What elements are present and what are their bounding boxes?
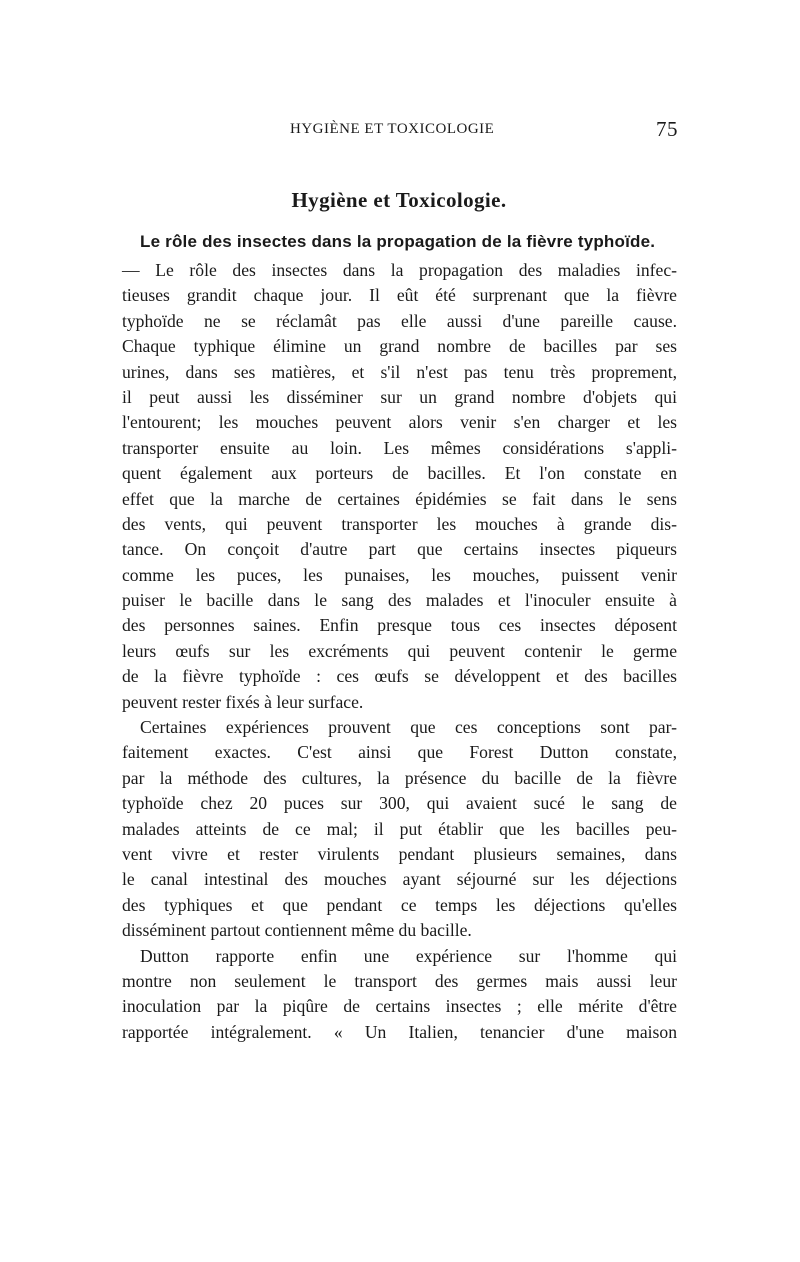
text-line: disséminent partout contiennent même du bacille. (122, 920, 472, 941)
text-line: montre non seulement le transport des germes mais aussi leur (122, 970, 677, 991)
article-title: Le rôle des insectes dans la propagation de la fièvre typhoïde. (140, 232, 656, 251)
text-line: vent vivre et rester virulents pendant plusieurs semaines, dans (122, 843, 677, 864)
text-line: il peut aussi les disséminer sur un grand nombre d'objets qui (122, 386, 677, 407)
page-number: 75 (656, 117, 678, 141)
text-line: typhoïde ne se réclamât pas elle aussi d'une pareille cause. (122, 310, 677, 331)
text-line: par la méthode des cultures, la présence du bacille de la fièvre (122, 767, 677, 788)
text-line: Chaque typhique élimine un grand nombre de bacilles par ses (122, 336, 677, 357)
text-line: urines, dans ses matières, et s'il n'est pas tenu très proprement, (122, 361, 677, 382)
text-line: tieuses grandit chaque jour. Il eût été surprenant que la fièvre (122, 285, 677, 306)
text-line: des typhiques et que pendant ce temps les déjections qu'elles (122, 894, 677, 915)
text-line: faitement exactes. C'est ainsi que Forest Dutton constate, (122, 742, 677, 763)
paragraph (122, 715, 677, 944)
text-line: des personnes saines. Enfin presque tous ces insectes déposent (122, 615, 677, 636)
text-line: comme les puces, les punaises, les mouches, puissent venir (122, 564, 677, 585)
text-line: quent également aux porteurs de bacilles. Et l'on constate en (122, 463, 677, 484)
text-line: typhoïde chez 20 puces sur 300, qui avaient sucé le sang de (122, 793, 677, 814)
running-header (120, 117, 678, 143)
text-line: de la fièvre typhoïde : ces œufs se développent et des bacilles (122, 666, 677, 687)
text-line: tance. On conçoit d'autre part que certains insectes piqueurs (122, 539, 677, 560)
text-line: puiser le bacille dans le sang des malades et l'inoculer ensuite à (122, 590, 677, 611)
paragraph (122, 944, 677, 1046)
text-line: des vents, qui peuvent transporter les mouches à grande dis- (122, 513, 677, 534)
text-line: leurs œufs sur les excréments qui peuvent contenir le germe (122, 640, 677, 661)
text-line: le canal intestinal des mouches ayant séjourné sur les déjections (122, 869, 677, 890)
text-line: peuvent rester fixés à leur surface. (122, 691, 364, 712)
text-line: inoculation par la piqûre de certains insectes ; elle mérite d'être (122, 996, 677, 1017)
text-line: rapportée intégralement. « Un Italien, tenancier d'une maison (122, 1021, 677, 1042)
section-title: Hygiène et Toxicologie. (291, 188, 507, 212)
text-line: l'entourent; les mouches peuvent alors venir s'en charger et les (122, 412, 677, 433)
text-line: transporter ensuite au loin. Les mêmes considérations s'appli- (122, 437, 677, 458)
text-line: Certaines expériences prouvent que ces conceptions sont par- (140, 717, 677, 738)
text-line: malades atteints de ce mal; il put établir que les bacilles peu- (122, 818, 677, 839)
body-text (122, 258, 677, 1045)
text-line: effet que la marche de certaines épidémies se fait dans le sens (122, 488, 677, 509)
running-title: HYGIÈNE ET TOXICOLOGIE (290, 121, 495, 137)
text-line: Dutton rapporte enfin une expérience sur l'homme qui (140, 945, 677, 966)
paragraph (122, 258, 677, 715)
text-line: — Le rôle des insectes dans la propagation des maladies infec- (122, 260, 677, 280)
